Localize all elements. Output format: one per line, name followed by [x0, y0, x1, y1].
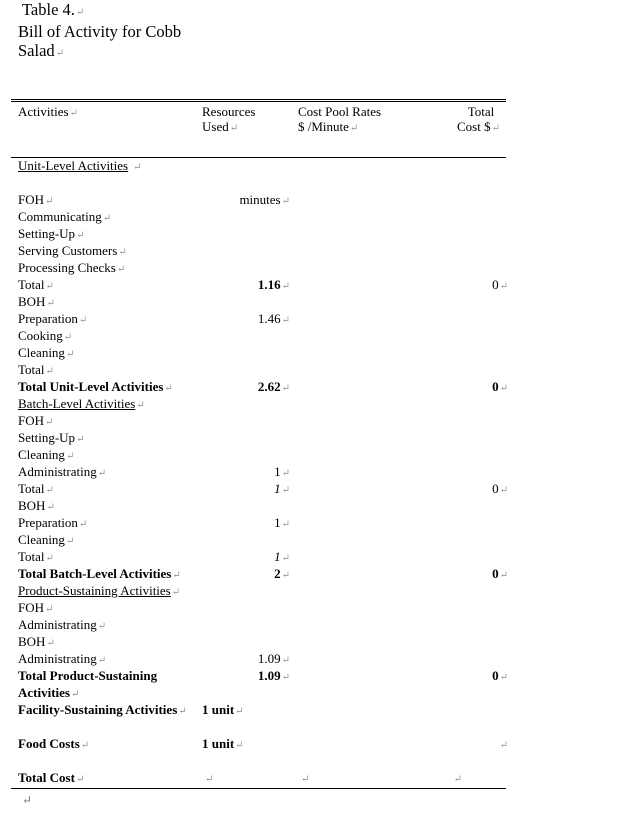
row-communicating: Communicating↵	[18, 209, 112, 224]
row-total-batch-level: Total Batch-Level Activities↵ 2↵ 0↵	[18, 566, 508, 581]
row-preparation: Preparation↵ 1↵	[18, 515, 290, 530]
row-administrating: Administrating↵	[18, 617, 107, 632]
row-foh: FOH↵ minutes↵	[18, 192, 290, 207]
row-foh: FOH↵	[18, 600, 54, 615]
row-total-cost: Total Cost↵ ↵ ↵ ↵	[18, 770, 462, 785]
header-activities: Activities↵	[18, 104, 78, 119]
section-product-sustaining: Product-Sustaining Activities↵	[18, 583, 181, 598]
row-total-product-sustaining-cont: Activities↵	[18, 685, 80, 700]
row-total: Total↵	[18, 362, 54, 377]
row-total-unit-level: Total Unit-Level Activities↵ 2.62↵ 0↵	[18, 379, 508, 394]
row-setting-up: Setting-Up↵	[18, 226, 85, 241]
row-cleaning: Cleaning↵	[18, 447, 75, 462]
paragraph-mark: ↵	[22, 793, 33, 807]
row-setting-up: Setting-Up↵	[18, 430, 85, 445]
table-top-border	[11, 99, 506, 102]
row-foh: FOH↵	[18, 413, 54, 428]
row-processing-checks: Processing Checks↵	[18, 260, 126, 275]
title-line-1: Table 4.	[22, 0, 75, 19]
row-serving-customers: Serving Customers↵	[18, 243, 127, 258]
row-total: Total↵ 1↵ 0↵	[18, 481, 508, 496]
row-facility-sustaining: Facility-Sustaining Activities↵ 1 unit↵	[18, 702, 244, 717]
row-boh: BOH↵	[18, 294, 55, 309]
row-boh: BOH↵	[18, 498, 55, 513]
title-line-3: Salad	[18, 41, 55, 60]
row-administrating: Administrating↵ 1↵	[18, 464, 290, 479]
table-bottom-border	[11, 788, 506, 789]
section-batch-level: Batch-Level Activities↵	[18, 396, 145, 411]
row-cleaning: Cleaning↵	[18, 345, 75, 360]
row-total-product-sustaining: Total Product-Sustaining 1.09↵ 0↵	[18, 668, 508, 683]
section-unit-level: Unit-Level Activities ↵	[18, 158, 142, 173]
title-line-2: Bill of Activity for Cobb	[18, 22, 182, 41]
row-cleaning: Cleaning↵	[18, 532, 75, 547]
row-total: Total↵ 1↵	[18, 549, 290, 564]
row-administrating: Administrating↵ 1.09↵	[18, 651, 290, 666]
row-preparation: Preparation↵ 1.46↵	[18, 311, 290, 326]
table-title: Table 4.↵ Bill of Activity for Cobb Salad↵	[18, 0, 182, 60]
row-boh: BOH↵	[18, 634, 55, 649]
row-total: Total↵ 1.16↵ 0↵	[18, 277, 508, 292]
header-total-cost: Total Cost $↵	[457, 104, 500, 134]
header-cost-pool-rates: Cost Pool Rates $ /Minute↵	[298, 104, 382, 134]
row-food-costs: Food Costs↵ 1 unit↵ ↵	[18, 736, 508, 751]
row-cooking: Cooking↵	[18, 328, 73, 343]
header-resources-used: Resources Used↵	[202, 104, 256, 134]
